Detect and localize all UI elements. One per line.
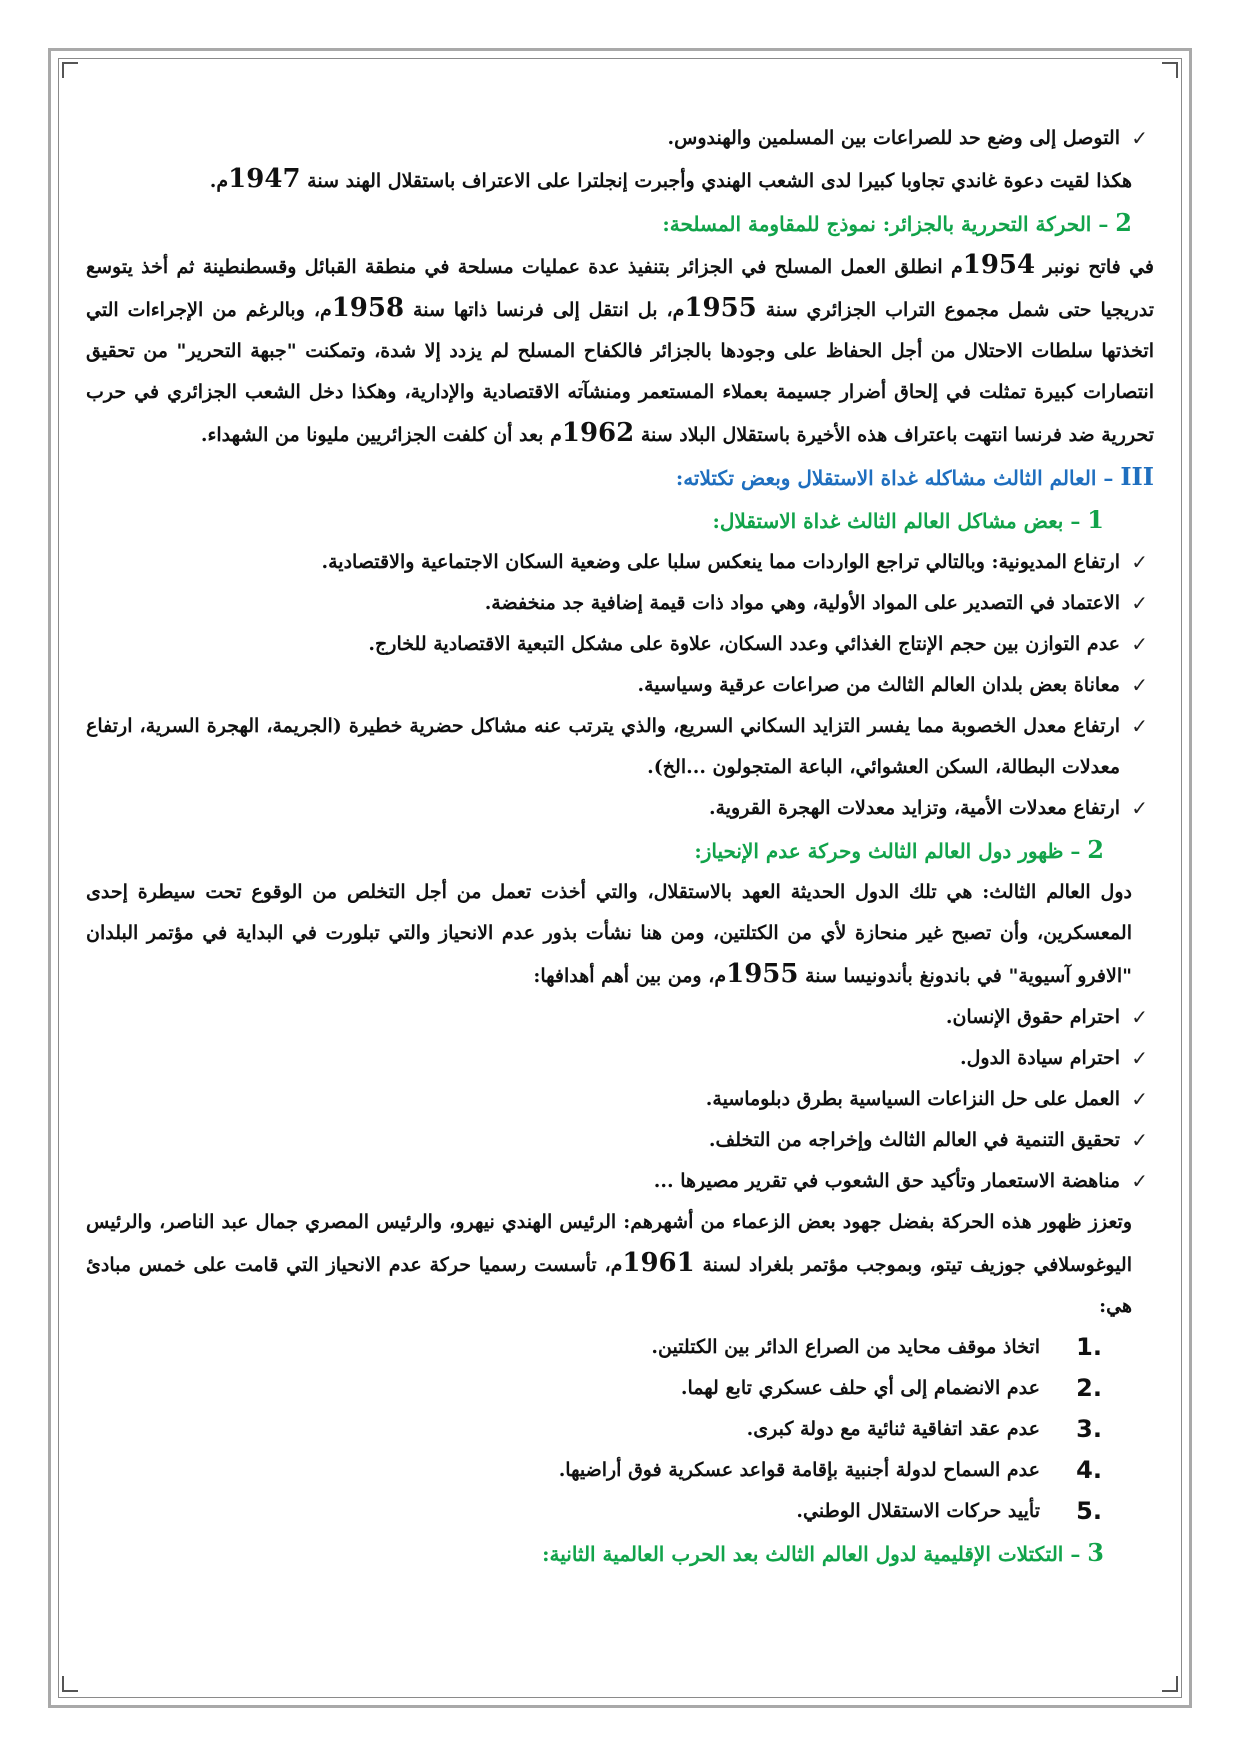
- check-icon: ✓: [1131, 1128, 1148, 1152]
- list-item: ✓ ارتفاع المديونية: وبالتالي تراجع الواردات مما ينعكس سلبا على وضعية السكان الاجتماعية والاقتصادية.: [86, 542, 1154, 583]
- list-item: ✓ ارتفاع معدل الخصوبة مما يفسر التزايد السكاني السريع، والذي يترتب عنه مشاكل حضرية خطيرة (الجريمة، الهجرة السرية، ارتفاع معدلات البطالة، السكن العشوائي، الباعة المتجولون ...الخ).: [86, 706, 1154, 788]
- list-item: ✓ تحقيق التنمية في العالم الثالث وإخراجه من التخلف.: [86, 1120, 1154, 1161]
- corner-ornament: [62, 62, 78, 78]
- section-heading: 2 – الحركة التحررية بالجزائر: نموذج للمقاومة المسلحة:: [662, 208, 1132, 237]
- list-item: 3. عدم عقد اتفاقية ثنائية مع دولة كبرى.: [746, 1415, 1102, 1443]
- section-heading: III – العالم الثالث مشاكله غداة الاستقلال وبعض تكتلاته:: [675, 462, 1154, 491]
- check-icon: ✓: [1131, 550, 1148, 574]
- section-heading: 1 – بعض مشاكل العالم الثالث غداة الاستقلال:: [712, 505, 1104, 534]
- list-item: ✓ العمل على حل النزاعات السياسية بطرق دبلوماسية.: [86, 1079, 1154, 1120]
- paragraph: وتعزز ظهور هذه الحركة بفضل جهود بعض الزعماء من أشهرهم: الرئيس الهندي نيهرو، والرئيس المصري جمال عبد الناصر، والرئيس اليوغوسلافي جوزيف تيتو، وبموجب مؤتمر بلغراد لسنة 1961م، تأسست رسميا حركة عدم الانحياز التي قامت على خمس مبادئ هي:: [86, 1211, 1132, 1317]
- check-icon: ✓: [1131, 796, 1148, 820]
- list-item: ✓ احترام حقوق الإنسان.: [86, 997, 1154, 1038]
- section-heading: 2 – ظهور دول العالم الثالث وحركة عدم الإنحياز:: [694, 835, 1104, 864]
- corner-ornament: [1162, 1676, 1178, 1692]
- check-icon: ✓: [1131, 126, 1148, 150]
- check-icon: ✓: [1131, 591, 1148, 615]
- check-icon: ✓: [1131, 1005, 1148, 1029]
- list-item: ✓ ارتفاع معدلات الأمية، وتزايد معدلات الهجرة القروية.: [86, 788, 1154, 829]
- paragraph: في فاتح نونبر 1954م انطلق العمل المسلح في الجزائر بتنفيذ عدة عمليات مسلحة في منطقة القبائل وقسطنطينة ثم أخذ يتوسع تدريجيا حتى شمل مجموع التراب الجزائري سنة 1955م، بل انتقل إلى فرنسا ذاتها سنة 1958م، وبالرغم من الإجراءات التي اتخذتها سلطات الاحتلال من أجل الحفاظ على وجودها بالجزائر فالكفاح المسلح لم يزدد إلا شدة، وتمكنت "جبهة التحرير" من تحقيق انتصارات كبيرة تمثلت في إلحاق أضرار جسيمة بعملاء المستعمر ومنشآته الاقتصادية والإدارية، وهكذا دخل الشعب الجزائري في حرب تحررية ضد فرنسا انتهت باعتراف هذه الأخيرة باستقلال البلاد سنة 1962م بعد أن كلفت الجزائريين مليونا من الشهداء.: [86, 250, 1154, 448]
- document-body: [86, 118, 1154, 1575]
- list-item: ✓ معاناة بعض بلدان العالم الثالث من صراعات عرقية وسياسية.: [86, 665, 1154, 706]
- list-item: ✓ التوصل إلى وضع حد للصراعات بين المسلمين والهندوس.: [86, 118, 1154, 159]
- check-icon: ✓: [1131, 1169, 1148, 1193]
- checklist: [86, 118, 1154, 159]
- check-icon: ✓: [1131, 1046, 1148, 1070]
- paragraph: دول العالم الثالث: هي تلك الدول الحديثة العهد بالاستقلال، والتي أخذت تعمل من أجل التخلص من الوقوع تحت سيطرة إحدى المعسكرين، وأن تصبح غير منحازة لأي من الكتلتين، ومن هنا نشأت بذور عدم الانحياز والتي تبلورت في البداية في مؤتمر البلدان "الافرو آسيوية" في باندونغ بأندونيسا سنة 1955م، ومن بين أهم أهدافها:: [86, 881, 1132, 989]
- corner-ornament: [62, 1676, 78, 1692]
- checklist: [86, 542, 1154, 829]
- check-icon: ✓: [1131, 632, 1148, 656]
- list-item: ✓ احترام سيادة الدول.: [86, 1038, 1154, 1079]
- list-item: ✓ عدم التوازن بين حجم الإنتاج الغذائي وعدد السكان، علاوة على مشكل التبعية الاقتصادية للخارج.: [86, 624, 1154, 665]
- check-icon: ✓: [1131, 714, 1148, 738]
- check-icon: ✓: [1131, 1087, 1148, 1111]
- list-item: 2. عدم الانضمام إلى أي حلف عسكري تابع لهما.: [680, 1374, 1102, 1402]
- check-icon: ✓: [1131, 673, 1148, 697]
- list-item: ✓ الاعتماد في التصدير على المواد الأولية، وهي مواد ذات قيمة إضافية جد منخفضة.: [86, 583, 1154, 624]
- principles-list: [86, 1327, 1154, 1532]
- list-item: 1. اتخاذ موقف محايد من الصراع الدائر بين الكتلتين.: [651, 1333, 1102, 1361]
- list-item: 4. عدم السماح لدولة أجنبية بإقامة قواعد عسكرية فوق أراضيها.: [558, 1456, 1102, 1484]
- checklist: [86, 997, 1154, 1202]
- list-item: 5. تأييد حركات الاستقلال الوطني.: [796, 1497, 1102, 1525]
- section-heading: 3 – التكتلات الإقليمية لدول العالم الثالث بعد الحرب العالمية الثانية:: [542, 1538, 1104, 1567]
- paragraph: هكذا لقيت دعوة غاندي تجاوبا كبيرا لدى الشعب الهندي وأجبرت إنجلترا على الاعتراف باستقلال الهند سنة 1947م.: [209, 164, 1132, 194]
- corner-ornament: [1162, 62, 1178, 78]
- list-item: ✓ مناهضة الاستعمار وتأكيد حق الشعوب في تقرير مصيرها ...: [86, 1161, 1154, 1202]
